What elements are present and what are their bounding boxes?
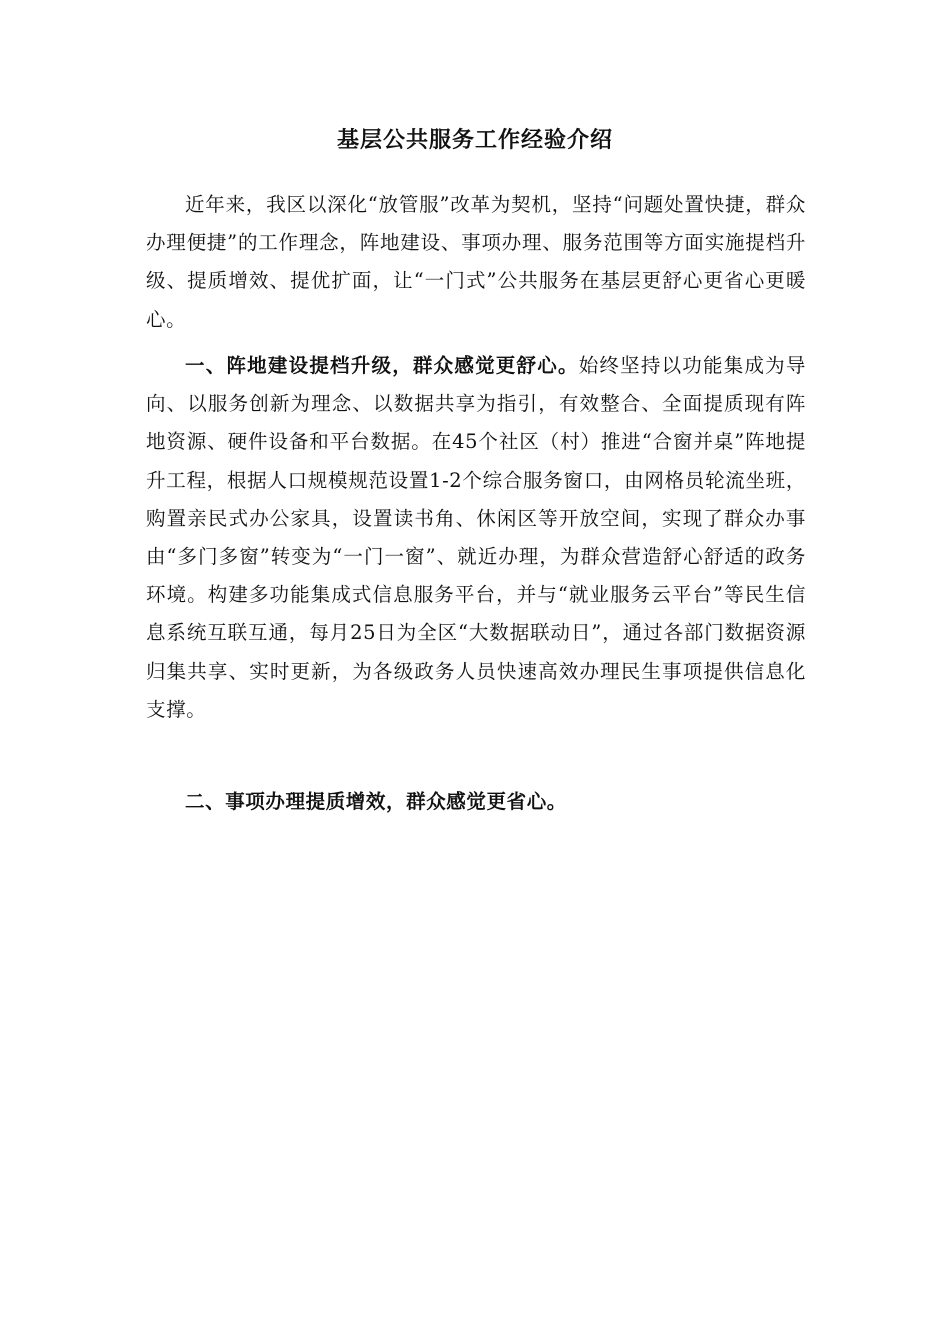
section-two-heading: 二、事项办理提质增效，群众感觉更省心。 xyxy=(185,790,567,813)
section-one-heading: 一、阵地建设提档升级，群众感觉更舒心。 xyxy=(185,354,579,377)
intro-paragraph: 近年来，我区以深化“放管服”改革为契机，坚持“问题处置快捷，群众办理便捷”的工作理念，阵地建设、事项办理、服务范围等方面实施提档升级、提质增效、提优扩面，让“一门式”公共服务在基层更舒心更省心更暖心。 xyxy=(146,193,806,331)
document-title: 基层公共服务工作经验介绍 xyxy=(336,127,613,153)
section-one-body: 始终坚持以功能集成为导向、以服务创新为理念、以数据共享为指引，有效整合、全面提质现有阵地资源、硬件设备和平台数据。在45个社区（村）推进“合窗并桌”阵地提升工程，根据人口规模规范设置1-2个综合服务窗口，由网格员轮流坐班，购置亲民式办公家具，设置读书角、休闲区等开放空间，实现了群众办事由“多门多窗”转变为“一门一窗”、就近办理，为群众营造舒心舒适的政务环境。构建多功能集成式信息服务平台，并与“就业服务云平台”等民生信息系统互联互通，每月25日为全区“大数据联动日”，通过各部门数据资源归集共享、实时更新，为各级政务人员快速高效办理民生事项提供信息化支撑。 xyxy=(146,354,806,721)
section-two-paragraph xyxy=(146,783,806,821)
section-one-paragraph xyxy=(146,347,806,729)
